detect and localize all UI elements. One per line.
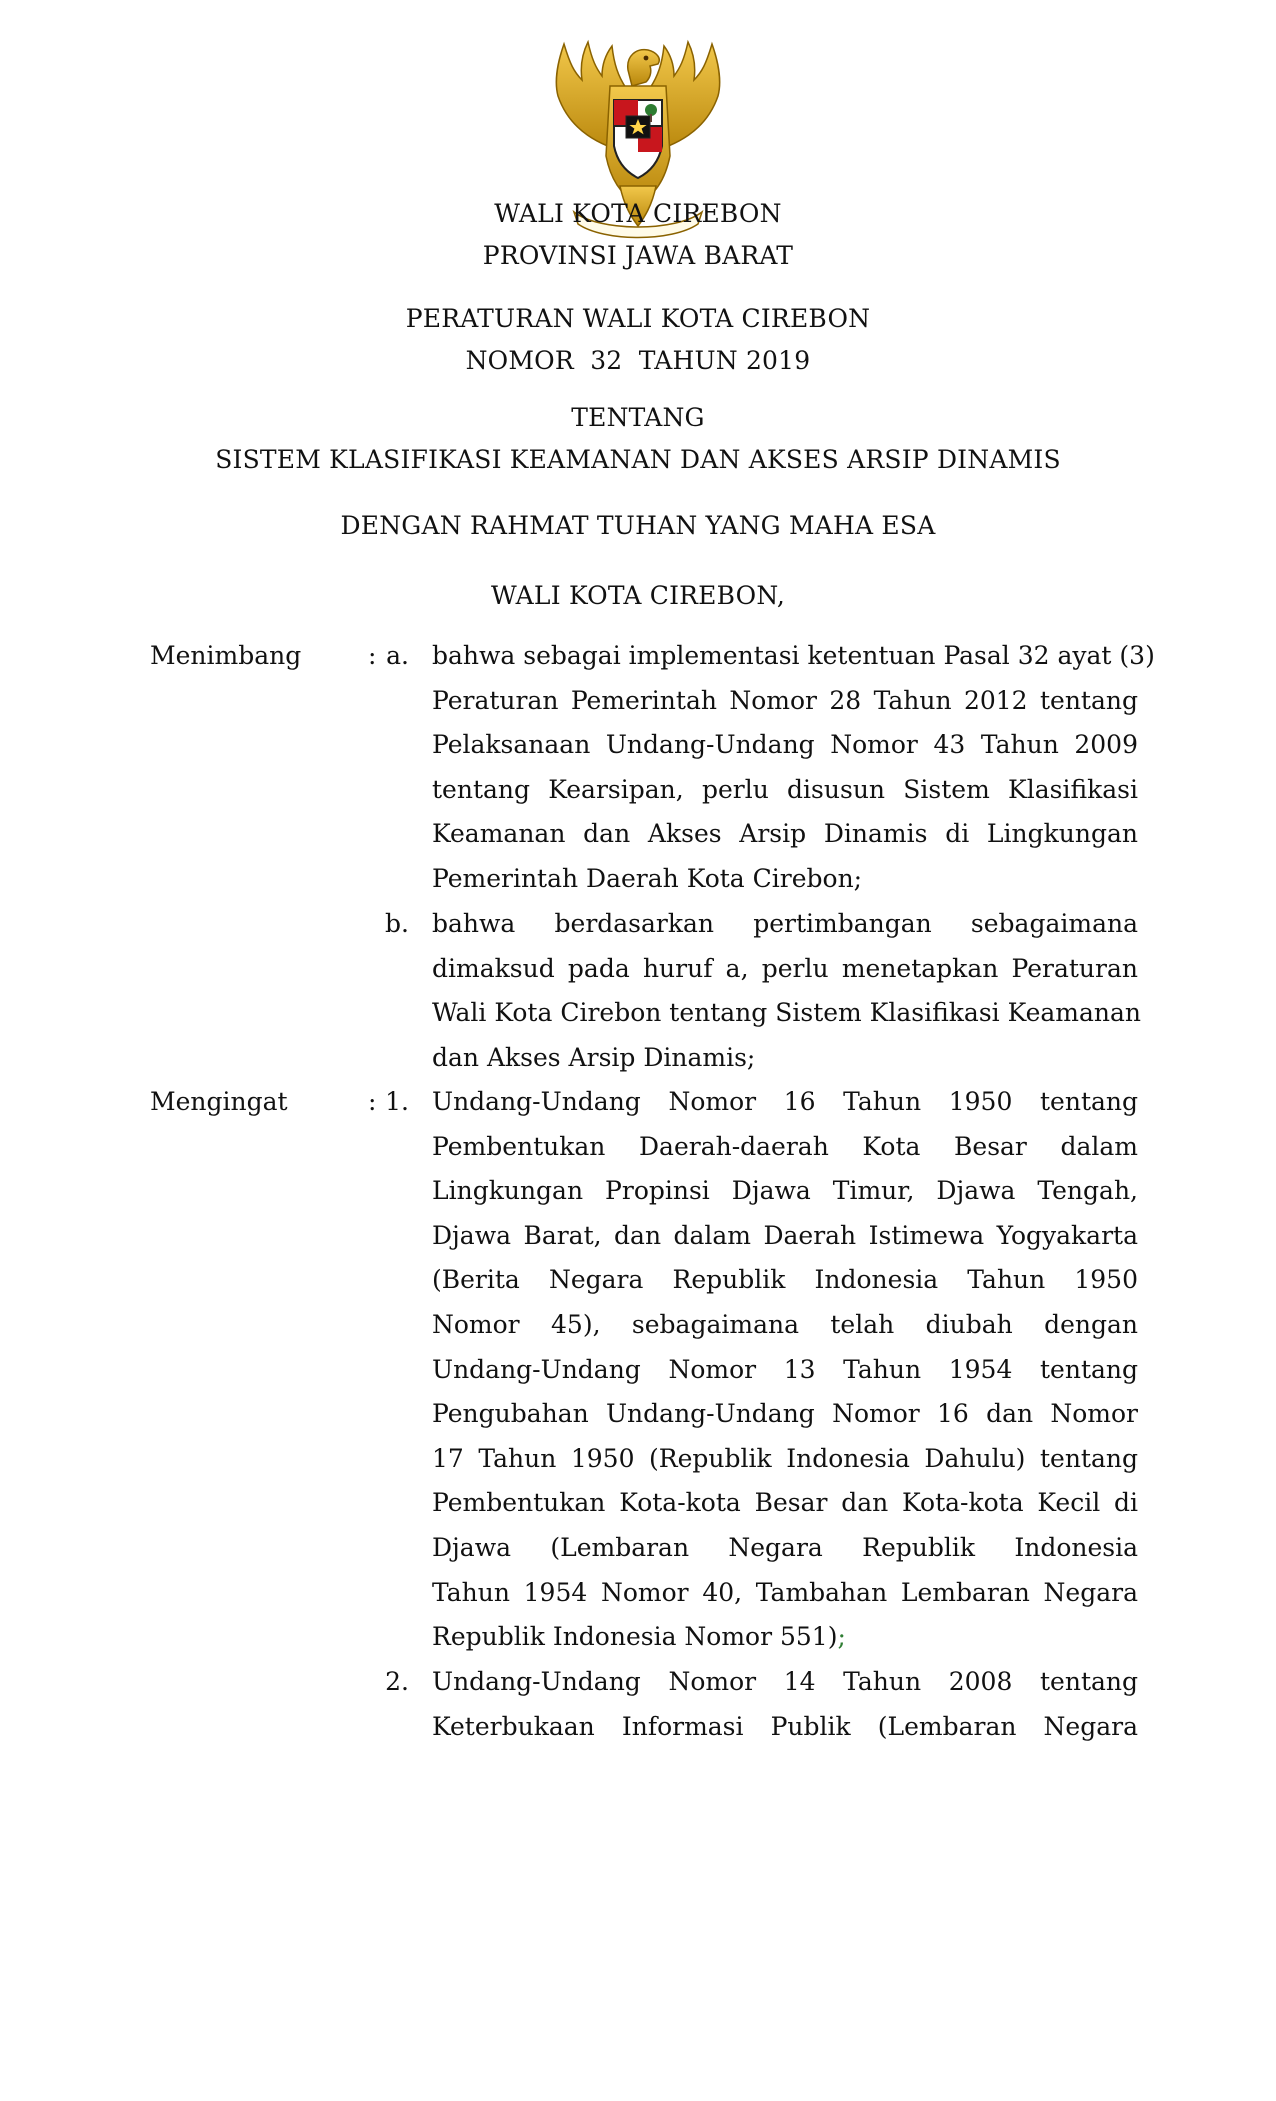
text-line: Djawa Barat, dan dalam Daerah Istimewa Yogyakarta xyxy=(432,1220,1138,1250)
item-marker-a: a. xyxy=(386,641,409,670)
text-line: 17 Tahun 1950 (Republik Indonesia Dahulu) tentang xyxy=(432,1443,1138,1473)
text-line: bahwa berdasarkan pertimbangan sebagaimana xyxy=(432,909,1138,938)
item-marker-b: b. xyxy=(385,909,409,938)
blessing-line: DENGAN RAHMAT TUHAN YANG MAHA ESA xyxy=(340,511,936,540)
text-line: Nomor 45), sebagaimana telah diubah dengan xyxy=(432,1309,1138,1339)
tentang-heading: TENTANG xyxy=(571,403,705,432)
text-line: Keamanan dan Akses Arsip Dinamis di Lingkungan xyxy=(432,819,1138,849)
item-marker-2: 2. xyxy=(385,1667,409,1696)
text-line: dimaksud pada huruf a, perlu menetapkan Peraturan xyxy=(432,953,1138,983)
regulation-subject: SISTEM KLASIFIKASI KEAMANAN DAN AKSES ARSIP DINAMIS xyxy=(215,445,1061,474)
text-segment: Republik Indonesia Nomor 551) xyxy=(432,1622,838,1652)
item-marker-1: 1. xyxy=(385,1087,409,1116)
menimbang-item-a xyxy=(432,634,1155,902)
text-line: Tahun 1954 Nomor 40, Tambahan Lembaran Negara xyxy=(432,1577,1138,1607)
text-line: bahwa sebagai implementasi ketentuan Pasal 32 ayat (3) xyxy=(432,641,1155,670)
menimbang-colon: : xyxy=(368,641,377,670)
green-semicolon: ; xyxy=(837,1622,846,1652)
text-line: Lingkungan Propinsi Djawa Timur, Djawa Tengah, xyxy=(432,1176,1138,1206)
menimbang-item-b xyxy=(432,902,1142,1080)
regulation-number: NOMOR 32 TAHUN 2019 xyxy=(465,346,811,375)
text-line: Undang-Undang Nomor 13 Tahun 1954 tentang xyxy=(432,1354,1138,1384)
mayor-line: WALI KOTA CIREBON, xyxy=(491,581,785,610)
regulation-title: PERATURAN WALI KOTA CIREBON xyxy=(405,304,871,333)
text-line: Peraturan Pemerintah Nomor 28 Tahun 2012 tentang xyxy=(432,685,1138,715)
text-line: Pembentukan Kota-kota Besar dan Kota-kota Kecil di xyxy=(432,1488,1138,1518)
mengingat-item-2 xyxy=(432,1660,1138,1749)
header-province: PROVINSI JAWA BARAT xyxy=(482,241,794,270)
mengingat-colon: : xyxy=(368,1087,377,1116)
text-line xyxy=(432,1615,1138,1660)
header-city-title: WALI KOTA CIREBON xyxy=(494,199,782,228)
text-line: Undang-Undang Nomor 14 Tahun 2008 tentang xyxy=(432,1667,1138,1696)
mengingat-label: Mengingat xyxy=(150,1087,288,1116)
text-line: dan Akses Arsip Dinamis; xyxy=(432,1042,756,1072)
text-line: Wali Kota Cirebon tentang Sistem Klasifikasi Keamanan xyxy=(432,998,1142,1028)
mengingat-item-1 xyxy=(432,1080,1138,1660)
menimbang-label: Menimbang xyxy=(150,641,302,670)
text-line: Pelaksanaan Undang-Undang Nomor 43 Tahun 2009 xyxy=(432,730,1138,760)
text-line: Djawa (Lembaran Negara Republik Indonesia xyxy=(432,1532,1138,1562)
text-line: Keterbukaan Informasi Publik (Lembaran Negara xyxy=(432,1711,1138,1741)
text-line: Pembentukan Daerah-daerah Kota Besar dalam xyxy=(432,1131,1138,1161)
text-line: Pengubahan Undang-Undang Nomor 16 dan Nomor xyxy=(432,1399,1138,1429)
text-line: tentang Kearsipan, perlu disusun Sistem Klasifikasi xyxy=(432,774,1138,804)
text-line: (Berita Negara Republik Indonesia Tahun 1950 xyxy=(432,1265,1138,1295)
text-line: Undang-Undang Nomor 16 Tahun 1950 tentang xyxy=(432,1087,1138,1116)
text-line: Pemerintah Daerah Kota Cirebon; xyxy=(432,863,863,893)
